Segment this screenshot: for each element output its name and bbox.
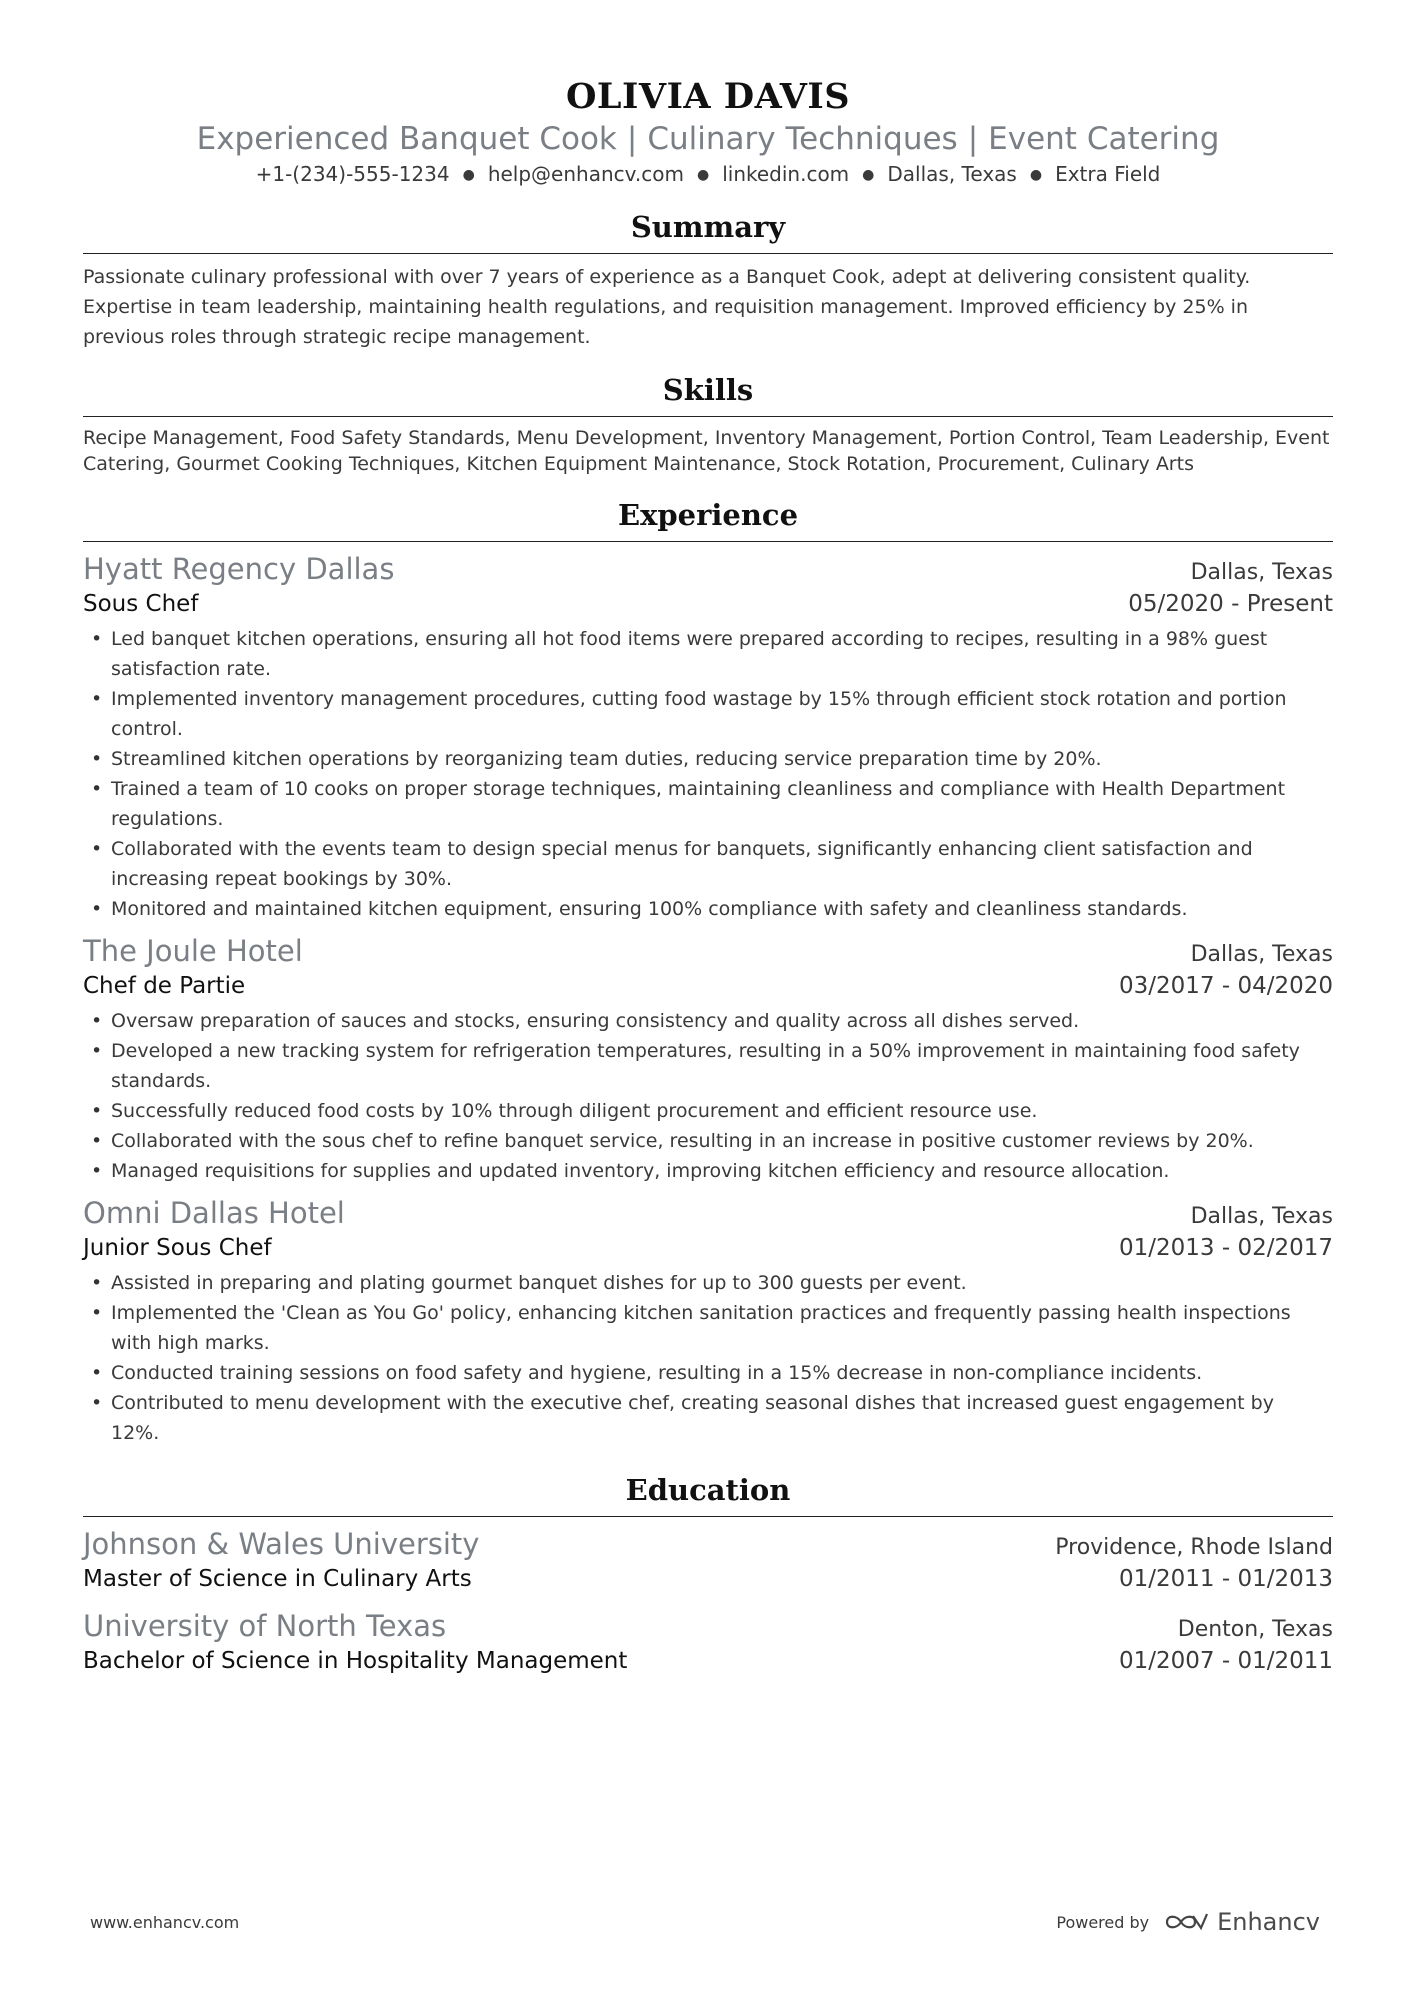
page-footer	[90, 1908, 1320, 1936]
list-item: • Trained a team of 10 cooks on proper storage techniques, maintaining cleanliness and compliance with Health Department regulations.	[83, 774, 1333, 834]
skills-section	[83, 370, 1333, 477]
brand-name: Enhancv	[1217, 1908, 1320, 1936]
education-entry	[83, 1525, 1333, 1595]
education-section	[83, 1470, 1333, 1677]
job-location: Dallas, Texas	[1190, 1204, 1333, 1229]
school-name: Johnson & Wales University	[83, 1527, 480, 1561]
section-title: Education	[83, 1470, 1333, 1517]
section-title: Skills	[83, 370, 1333, 417]
bullet-separator: ●	[1029, 167, 1043, 183]
bullet-separator: ●	[696, 167, 710, 183]
degree-title: Master of Science in Culinary Arts	[83, 1566, 472, 1592]
brand-logo[interactable]	[1163, 1908, 1320, 1936]
education-entry	[83, 1607, 1333, 1677]
job-location: Dallas, Texas	[1190, 942, 1333, 967]
email-link[interactable]: help@enhancv.com	[487, 162, 684, 186]
experience-entry	[83, 1194, 1333, 1448]
headline	[83, 118, 1333, 160]
section-title: Summary	[83, 207, 1333, 254]
company-name: Hyatt Regency Dallas	[83, 552, 395, 586]
candidate-name: OLIVIA DAVIS	[565, 76, 851, 117]
list-item: • Monitored and maintained kitchen equipment, ensuring 100% compliance with safety and cleanliness standards.	[83, 894, 1333, 924]
job-title: Junior Sous Chef	[83, 1235, 272, 1261]
powered-by-label: Powered by	[1056, 1912, 1150, 1932]
extra-field: Extra Field	[1055, 162, 1161, 186]
headline-part: Culinary Techniques	[647, 121, 958, 157]
enhancv-logo-icon	[1163, 1910, 1209, 1934]
website-link[interactable]: www.enhancv.com	[90, 1912, 240, 1932]
job-dates: 01/2013 - 02/2017	[1118, 1235, 1333, 1261]
experience-entry	[83, 932, 1333, 1186]
summary-section	[83, 207, 1333, 352]
skills-text: Recipe Management, Food Safety Standards, Menu Development, Inventory Management, Portion Control, Team Leadership, Event Catering, Gourmet Cooking Techniques, Kitchen Equipment Maintenance, Stock Rotation, Procurement, Culinary Arts	[83, 427, 1330, 475]
list-item: • Collaborated with the sous chef to refine banquet service, resulting in an increase in positive customer reviews by 20%.	[83, 1126, 1333, 1156]
list-item: • Successfully reduced food costs by 10% through diligent procurement and efficient resource use.	[83, 1096, 1333, 1126]
linkedin-link[interactable]: linkedin.com	[722, 162, 850, 186]
phone-number: +1-(234)-555-1234	[255, 162, 450, 186]
resume-header	[83, 0, 1333, 189]
headline-separator: |	[626, 121, 638, 157]
list-item: • Oversaw preparation of sauces and stocks, ensuring consistency and quality across all dishes served.	[83, 1006, 1333, 1036]
list-item: • Streamlined kitchen operations by reorganizing team duties, reducing service preparation time by 20%.	[83, 744, 1333, 774]
resume-page	[83, 0, 1333, 1677]
job-dates: 03/2017 - 04/2020	[1118, 973, 1333, 999]
company-name: Omni Dallas Hotel	[83, 1196, 345, 1230]
job-title: Chef de Partie	[83, 973, 246, 999]
summary-text: Passionate culinary professional with over 7 years of experience as a Banquet Cook, adept at delivering consistent quality. Expertise in team leadership, maintaining health regulations, and requisition management. Improved efficiency by 25% in previous roles through strategic recipe management.	[83, 266, 1251, 348]
list-item: • Implemented inventory management procedures, cutting food wastage by 15% through efficient stock rotation and portion control.	[83, 684, 1333, 744]
achievement-list	[83, 1006, 1333, 1186]
location-text: Dallas, Texas	[887, 162, 1017, 186]
achievement-list	[83, 624, 1333, 924]
company-name: The Joule Hotel	[83, 934, 303, 968]
school-location: Denton, Texas	[1177, 1617, 1333, 1642]
school-location: Providence, Rhode Island	[1055, 1535, 1333, 1560]
headline-part: Event Catering	[988, 121, 1220, 157]
bullet-separator: ●	[862, 167, 875, 183]
bullet-separator: ●	[462, 167, 475, 183]
contact-line	[83, 160, 1333, 189]
list-item: • Developed a new tracking system for refrigeration temperatures, resulting in a 50% improvement in maintaining food safety standards.	[83, 1036, 1333, 1096]
school-name: University of North Texas	[83, 1609, 447, 1643]
list-item: • Managed requisitions for supplies and updated inventory, improving kitchen efficiency and resource allocation.	[83, 1156, 1333, 1186]
education-dates: 01/2007 - 01/2011	[1118, 1648, 1333, 1674]
list-item: • Assisted in preparing and plating gourmet banquet dishes for up to 300 guests per event.	[83, 1268, 1333, 1298]
section-title: Experience	[83, 495, 1333, 542]
degree-title: Bachelor of Science in Hospitality Management	[83, 1648, 628, 1674]
achievement-list	[83, 1268, 1333, 1448]
list-item: • Collaborated with the events team to design special menus for banquets, significantly enhancing client satisfaction and increasing repeat bookings by 30%.	[83, 834, 1333, 894]
headline-separator: |	[967, 121, 979, 157]
experience-entry	[83, 550, 1333, 924]
headline-part: Experienced Banquet Cook	[196, 121, 617, 157]
job-dates: 05/2020 - Present	[1128, 591, 1333, 617]
experience-section	[83, 495, 1333, 1448]
job-title: Sous Chef	[83, 591, 199, 617]
list-item: • Led banquet kitchen operations, ensuring all hot food items were prepared according to recipes, resulting in a 98% guest satisfaction rate.	[83, 624, 1333, 684]
list-item: • Implemented the 'Clean as You Go' policy, enhancing kitchen sanitation practices and frequently passing health inspections with high marks.	[83, 1298, 1333, 1358]
powered-by	[1056, 1908, 1320, 1936]
list-item: • Contributed to menu development with the executive chef, creating seasonal dishes that increased guest engagement by 12%.	[83, 1388, 1333, 1448]
education-dates: 01/2011 - 01/2013	[1118, 1566, 1333, 1592]
job-location: Dallas, Texas	[1190, 560, 1333, 585]
list-item: • Conducted training sessions on food safety and hygiene, resulting in a 15% decrease in non-compliance incidents.	[83, 1358, 1333, 1388]
